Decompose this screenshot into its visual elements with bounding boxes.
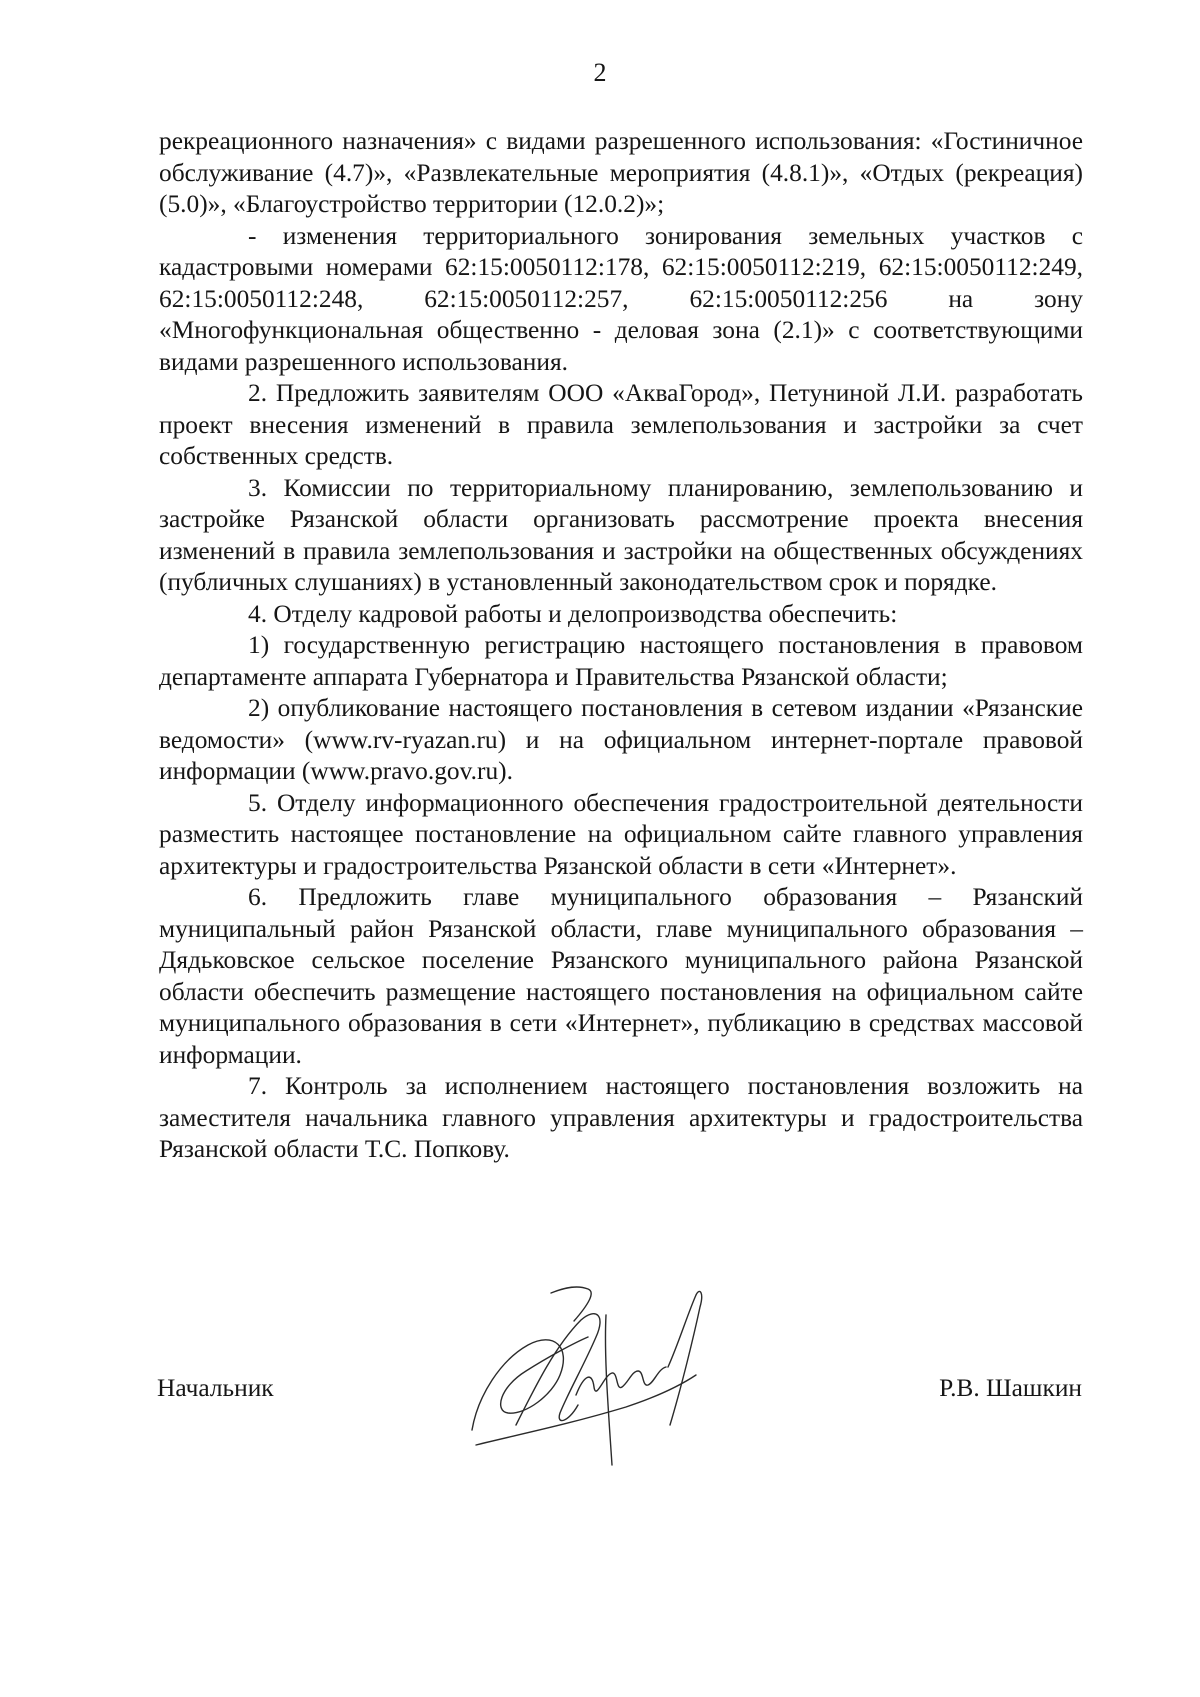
paragraph-item-4: 4. Отделу кадровой работы и делопроизводства обеспечить: [248, 599, 898, 628]
paragraph-item-4-1: 1) государственную регистрацию настоящего постановления в правовом департаменте аппарата Губернатора и Правительства Рязанской области; [159, 631, 1083, 691]
signatory-name: Р.В. Шашкин [939, 1374, 1082, 1402]
paragraph-zoning-change: - изменения территориального зонирования земельных участков с кадастровыми номерами 62:15:0050112:178, 62:15:0050112:219, 62:15:0050112:249, 62:15:0050112:248, 62:15:0050112:257, 62:15:0050112:256 на зону «Многофункциональная общественно - деловая зона (2.1)» с соответствующими видами разрешенного использования. [159, 221, 1083, 376]
paragraph-item-3: 3. Комиссии по территориальному планированию, землепользованию и застройке Рязанской области организовать рассмотрение проекта внесения изменений в правила землепользования и застройки на общественных обсуждениях (публичных слушаниях) в установленный законодательством срок и порядке. [159, 473, 1083, 596]
handwritten-signature [456, 1275, 796, 1475]
page-number: 2 [593, 58, 607, 87]
paragraph-item-5: 5. Отделу информационного обеспечения градостроительной деятельности разместить настоящее постановление на официальном сайте главного управления архитектуры и градостроительства Рязанской области в сети «Интернет». [159, 788, 1083, 880]
signature-stroke-letters [576, 1367, 666, 1395]
signatory-title: Начальник [157, 1374, 274, 1402]
paragraph-item-7: 7. Контроль за исполнением настоящего постановления возложить на заместителя начальника главного управления архитектуры и градостроительства Рязанской области Т.С. Попкову. [159, 1072, 1083, 1163]
signature-stroke-downline [605, 1315, 612, 1465]
paragraph-item-4-2: 2) опубликование настоящего постановления в сетевом издании «Рязанские ведомости» (www.rv-ryazan.ru) и на официальном интернет-портале правовой информации (www.pravo.gov.ru). [159, 694, 1083, 785]
paragraph-item-2: 2. Предложить заявителям ООО «АкваГород», Петуниной Л.И. разработать проект внесения изменений в правила землепользования и застройки за счет собственных средств. [159, 379, 1083, 470]
paragraph-item-6: 6. Предложить главе муниципального образования – Рязанский муниципальный район Рязанской области, главе муниципального образования – Дядьковское сельское поселение Рязанского муниципального района Рязанской области обеспечить размещение настоящего постановления на официальном сайте муниципального образования в сети «Интернет», публикацию в средствах массовой информации. [159, 883, 1083, 1069]
document-body [159, 126, 1083, 1166]
signature-stroke-top [551, 1287, 591, 1321]
signature-stroke-tail [668, 1291, 702, 1425]
paragraph-recreation-zone-uses: рекреационного назначения» с видами разрешенного использования: «Гостиничное обслуживание (4.7)», «Развлекательные мероприятия (4.8.1)», «Отдых (рекреация) (5.0)», «Благоустройство территории (12.0.2)»; [159, 127, 1083, 218]
